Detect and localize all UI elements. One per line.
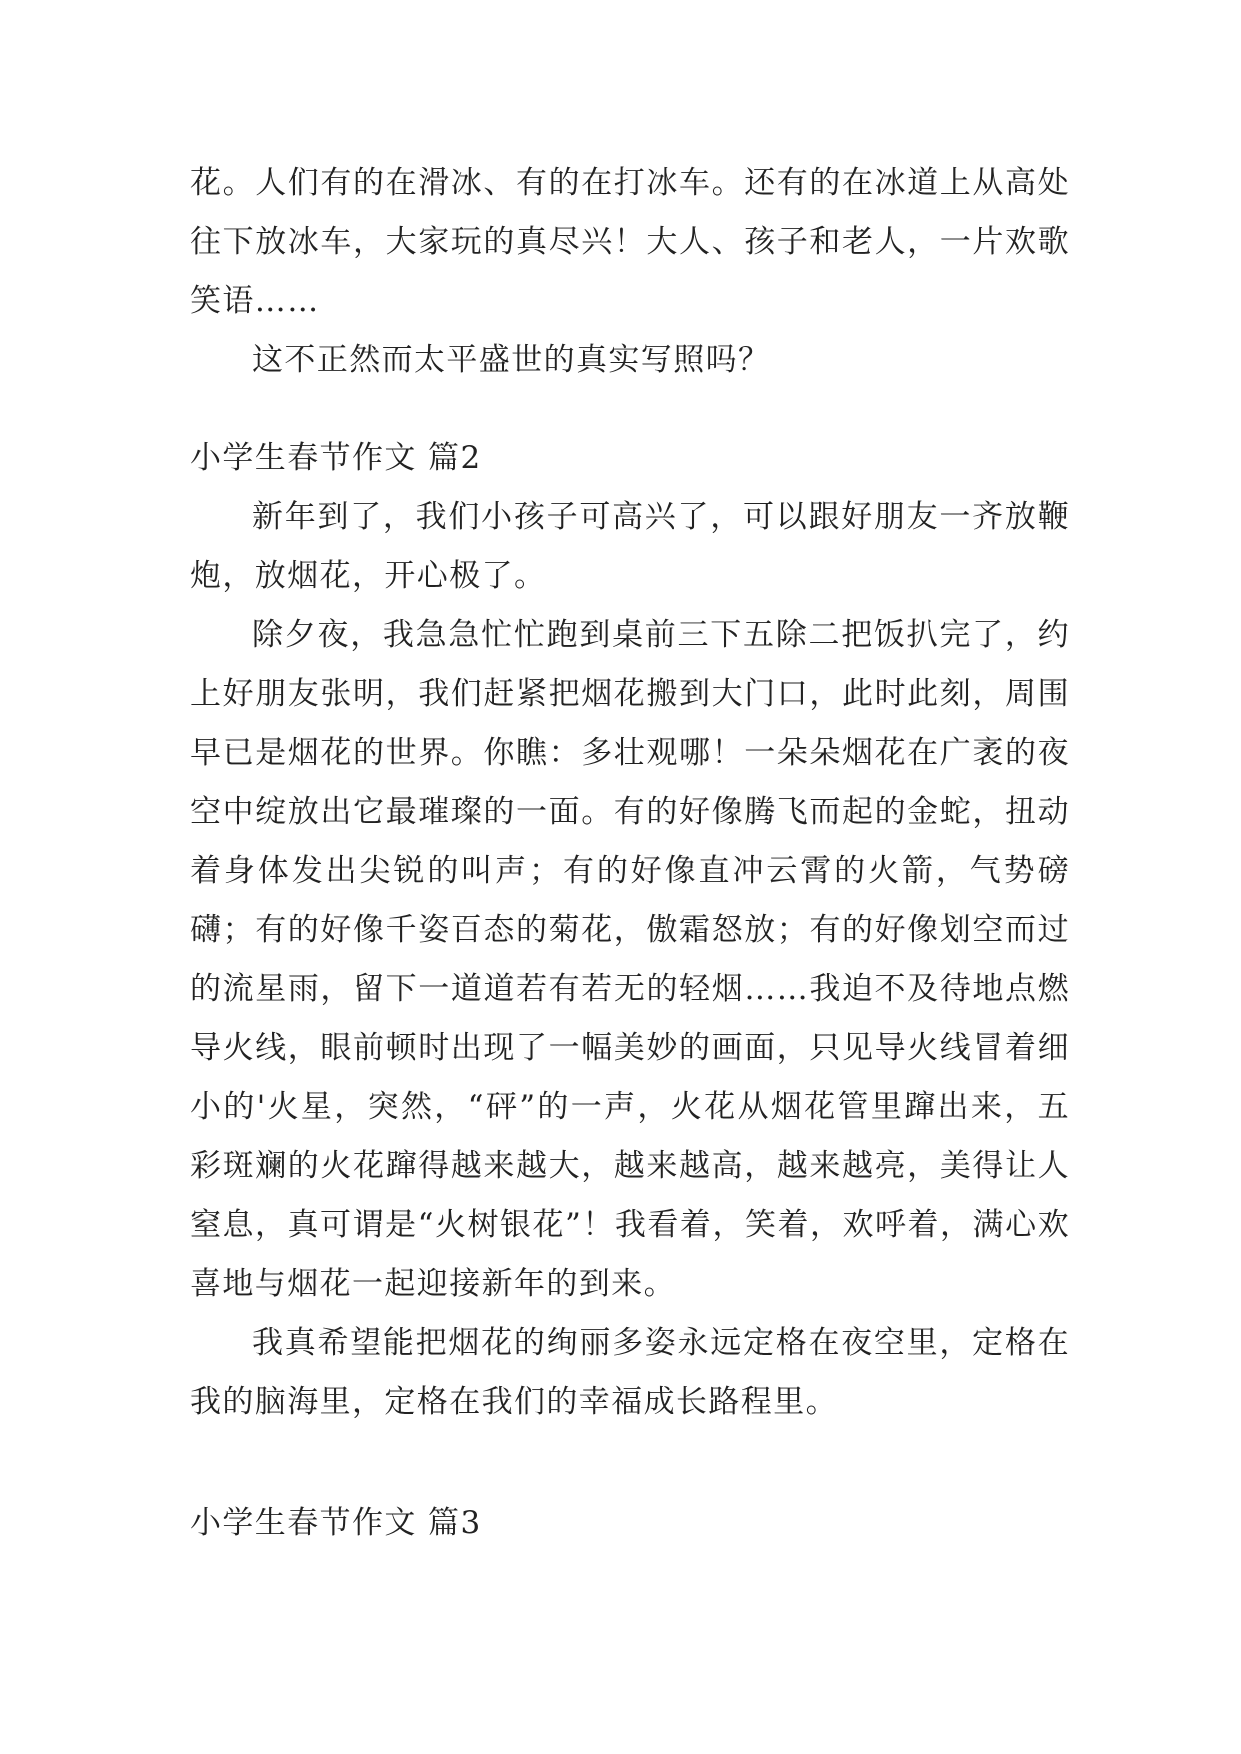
paragraph: 我真希望能把烟花的绚丽多姿永远定格在夜空里，定格在我的脑海里，定格在我们的幸福成长路程里。	[190, 1325, 1070, 1420]
section-spacer	[190, 390, 1070, 429]
paragraph: 这不正然而太平盛世的真实写照吗？	[252, 342, 771, 378]
section-heading: 小学生春节作文 篇3	[190, 1505, 482, 1541]
document-body	[190, 154, 1070, 1553]
section-spacer	[190, 1432, 1070, 1494]
paragraph: 花。人们有的在滑冰、有的在打冰车。还有的在冰道上从高处往下放冰车，大家玩的真尽兴！大人、孩子和老人，一片欢歌笑语……	[190, 165, 1070, 319]
paragraph: 除夕夜，我急急忙忙跑到桌前三下五除二把饭扒完了，约上好朋友张明，我们赶紧把烟花搬到大门口，此时此刻，周围早已是烟花的世界。你瞧：多壮观哪！一朵朵烟花在广袤的夜空中绽放出它最璀璨的一面。有的好像腾飞而起的金蛇，扭动着身体发出尖锐的叫声；有的好像直冲云霄的火箭，气势磅礴；有的好像千姿百态的菊花，傲霜怒放；有的好像划空而过的流星雨，留下一道道若有若无的轻烟……我迫不及待地点燃导火线，眼前顿时出现了一幅美妙的画面，只见导火线冒着细小的'火星，突然，“砰”的一声，火花从烟花管里蹿出来，五彩斑斓的火花蹿得越来越大，越来越高，越来越亮，美得让人窒息，真可谓是“火树银花”！我看着，笑着，欢呼着，满心欢喜地与烟花一起迎接新年的到来。	[190, 617, 1070, 1302]
section-heading: 小学生春节作文 篇2	[190, 440, 482, 476]
paragraph: 新年到了，我们小孩子可高兴了，可以跟好朋友一齐放鞭炮，放烟花，开心极了。	[190, 499, 1070, 594]
